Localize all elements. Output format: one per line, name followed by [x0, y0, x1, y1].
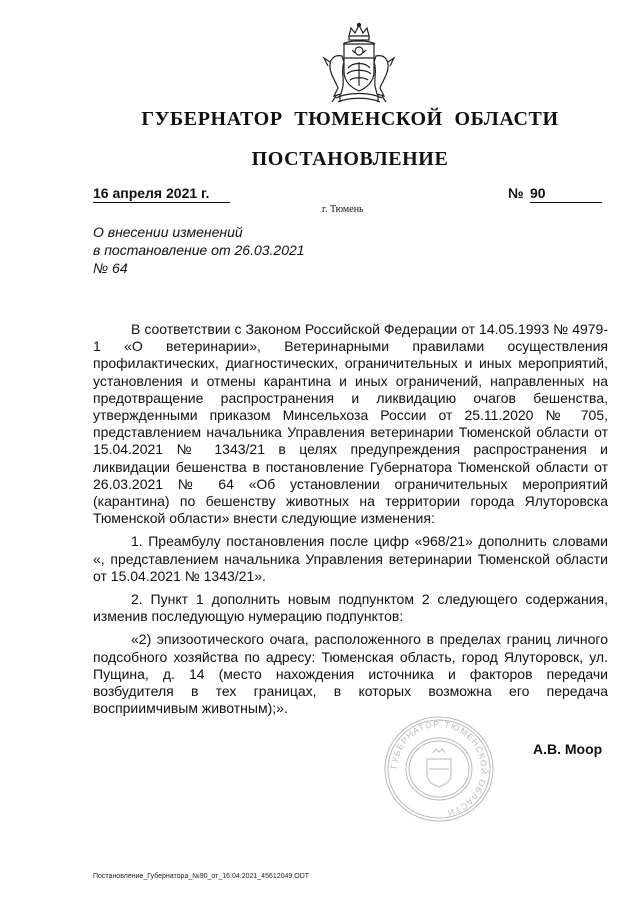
decree-body: [93, 321, 608, 717]
subject-line: в постановление от 26.03.2021: [93, 242, 305, 258]
body-paragraph: «2) эпизоотического очага, расположенного в пределах границ личного подсобного хозяйства по адресу: Тюменская область, город Ялуторовск, ул. Пущина, д. 14 (место нахождения источника и факторов передачи возбудителя в тех границах, в которых возможна его передача восприимчивым животным);».: [93, 631, 608, 717]
body-paragraph: В соответствии с Законом Российской Федерации от 14.05.1993 № 4979-1 «О ветеринарии», Ветеринарными правилами осуществления профилактических, диагностических, ограничительных и иных мероприятий, установления и отмены карантина и иных ограничений, направленных на предотвращение распространения и ликвидацию очагов бешенства, утвержденными приказом Минсельхоза России от 25.11.2020 № 705, представлением начальника Управления ветеринарии Тюменской области от 15.04.2021 № 1343/21 в целях предупреждения распространения и ликвидации бешенства в постановление Губернатора Тюменской области от 26.03.2021 № 64 «Об установлении ограничительных мероприятий (карантина) по бешенству животных на территории города Ялуторовска Тюменской области» внести следующие изменения:: [93, 321, 608, 527]
decree-number: 90: [530, 184, 602, 203]
governor-heading: ГУБЕРНАТОР ТЮМЕНСКОЙ ОБЛАСТИ: [141, 108, 559, 130]
decree-number-block: [508, 184, 604, 203]
document-title: ПОСТАНОВЛЕНИЕ: [251, 148, 449, 170]
body-paragraph: 1. Преамбулу постановления после цифр «968/21» дополнить словами «, представлением начальника Управления ветеринарии Тюменской области от 15.04.2021 № 1343/21».: [93, 533, 608, 584]
city-name: г. Тюмень: [322, 204, 364, 215]
decree-date: 16 апреля 2021 г.: [93, 184, 230, 203]
seal-text: ГУБЕРНАТОР ТЮМЕНСКОЙ ОБЛАСТИ: [388, 718, 490, 819]
subject-line: О внесении изменений: [93, 224, 243, 240]
decree-subject: [93, 223, 353, 277]
body-paragraph: 2. Пункт 1 дополнить новым подпунктом 2 следующего содержания, изменив последующую нумерацию подпунктов:: [93, 591, 608, 625]
subject-line: № 64: [93, 260, 128, 276]
signature-name: А.В. Моор: [533, 741, 603, 757]
document-filename: Постановление_Губернатора_№90_от_16.04.2021_45612049.ODT: [93, 873, 310, 880]
official-seal-stamp-icon: [383, 715, 495, 823]
tyumen-coat-of-arms-icon: [316, 22, 402, 106]
number-sign: №: [508, 185, 524, 201]
